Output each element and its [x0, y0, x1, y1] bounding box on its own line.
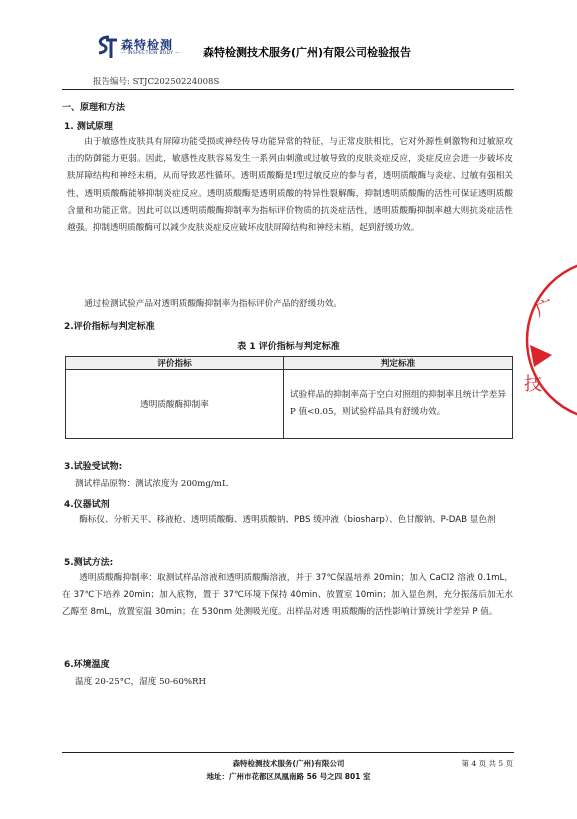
table-row — [66, 370, 513, 439]
principle-summary: 通过检测试验产品对透明质酸酶抑制率为指标评价产品的舒缓功效。 — [84, 299, 343, 309]
section-5-heading: 5.测试方法: — [64, 558, 114, 568]
table-header-row — [66, 357, 513, 370]
table-header-standard: 判定标准 — [284, 357, 513, 370]
document-title: 森特检测技术服务(广州)有限公司检验报告 — [203, 46, 412, 59]
header-divider — [62, 89, 514, 90]
principle-paragraph: 由于敏感性皮肤具有屏障功能受损或神经传导功能异常的特征，与正常皮肤相比，它对外源性刺激物和过敏原攻击的防御能力更弱。因此，敏感性皮肤容易发生一系列由刺激或过敏导致的皮肤炎症反应，炎症反应会进一步破坏皮肤屏障结构和神经末梢，从而导致恶性循环。透明质酸酶是I型过敏反应的参与者，透明质酸酶与炎症、过敏有强相关性，透明质酸酶能够抑制炎症反应。透明质酸酶是透明质酸的特异性裂解酶，抑制透明质酸酶的活性可保证透明质酸含量和功能正常。因此可以以透明质酸酶抑制率为指标评价物质的抗炎症活性，透明质酸酶抑制率越大则抗炎症活性越强。抑制透明质酸酶可以减少皮肤炎症反应破坏皮肤屏障结构和神经末梢，起到舒缓功效。 — [67, 137, 513, 234]
logo-mark-icon — [93, 34, 119, 60]
svg-text:技: 技 — [524, 374, 542, 395]
section-3-heading: 3.试验受试物: — [64, 462, 123, 472]
test-sample-text: 测试样品原物：测试浓度为 200mg/mL — [75, 479, 228, 489]
svg-text:广: 广 — [532, 295, 557, 322]
report-number: 报告编号: STJC20250224008S — [93, 77, 220, 87]
environment-text: 温度 20-25°C，湿度 50-60%RH — [75, 677, 206, 687]
method-text: 透明质酸酶抑制率：取测试样品溶液和透明质酸酶溶液，并于 37℃保温培养 20min；加入 CaCl2 溶液 0.1mL，在 37℃下培养 20min；加入底物，置于 37℃环境下保持 40min、放置室 10min；加入显色剂，充分振荡后加无水乙醇至 8mL，放置室温 30min；在 530nm 处测吸光度。出样品对透 明质酸酶的活性影响计算统计学差异 P 值。 — [62, 573, 513, 618]
section-4-heading: 4.仪器试剂 — [64, 500, 110, 510]
logo-cn-text: 森特检测 — [121, 38, 174, 52]
instruments-text: 酶标仪、分析天平、移液枪、透明质酸酶、透明质酸钠、PBS 缓冲液（biosharp）、色甘酸钠、P-DAB 显色剂 — [79, 515, 496, 525]
footer-page-number: 第 4 页 共 5 页 — [461, 759, 513, 768]
logo-en-text: — INSPECTION BODY — — [121, 51, 180, 56]
table-cell-indicator: 透明质酸酶抑制率 — [66, 370, 284, 439]
footer-address: 地址：广州市花都区凤凰南路 56 号之四 801 室 — [206, 772, 371, 781]
section-2-heading: 2.评价指标与判定标准 — [64, 322, 155, 332]
table-header-indicator: 评价指标 — [66, 357, 284, 370]
footer-divider — [62, 752, 514, 753]
section-6-heading: 6.环境温度 — [64, 660, 110, 670]
company-logo — [93, 34, 193, 62]
table-cell-standard: 试验样品的抑制率高于空白对照组的抑制率且统计学差异 P 值<0.05，则试验样品具有舒缓功效。 — [284, 370, 513, 439]
section-1-1-heading: 1. 测试原理 — [64, 122, 113, 132]
section-1-heading: 一、原理和方法 — [62, 103, 126, 113]
table-caption: 表 1 评价指标与判定标准 — [237, 342, 340, 352]
footer-company: 森特检测技术服务(广州)有限公司 — [232, 759, 345, 768]
criteria-table — [65, 356, 513, 439]
company-seal-stamp — [522, 255, 577, 425]
